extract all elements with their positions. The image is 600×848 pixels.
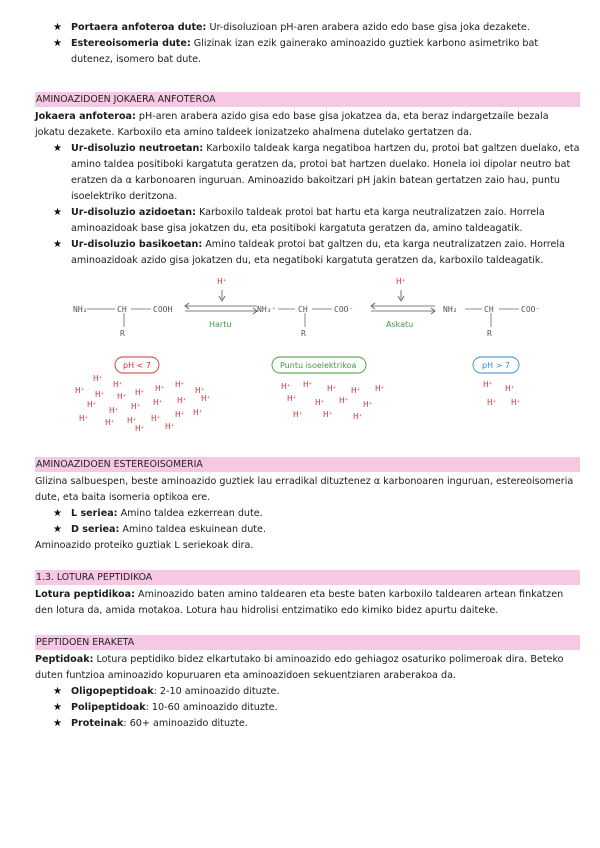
h-ion: H⁺: [505, 384, 515, 393]
h-ion-cloud: [75, 374, 521, 433]
star-bullet-icon: ★: [53, 143, 62, 154]
stereo-bullet-list: [35, 506, 580, 538]
left-end-text: COOH: [153, 305, 173, 314]
star-bullet-icon: ★: [53, 686, 62, 697]
h-ion: H⁺: [353, 412, 363, 421]
right-ch-text: CH: [484, 305, 494, 314]
h-ion: H⁺: [375, 384, 385, 393]
amphoteric-bullet-list: [35, 141, 580, 269]
h-ion: H⁺: [363, 400, 373, 409]
h-ion: H⁺: [113, 380, 123, 389]
section-heading-peptide-formation: PEPTIDOEN ERAKETA: [35, 635, 580, 650]
h-ion: H⁺: [323, 410, 333, 419]
list-item: ★ Proteinak: 60+ aminoazido dituzte.: [53, 716, 580, 732]
mid-ch-text: CH: [298, 305, 308, 314]
ionization-diagram: [35, 275, 580, 447]
left-nh-text: NH₂: [73, 305, 88, 314]
star-bullet-icon: ★: [53, 718, 62, 729]
h-ion: H⁺: [105, 418, 115, 427]
h-ion: H⁺: [131, 402, 141, 411]
h-ion: H⁺: [165, 422, 175, 431]
intro-bullet-list: [35, 20, 580, 68]
list-item: ★ Ur-disoluzio neutroetan: Karboxilo taldeak karga negatiboa hartzen du, protoi bat galtzen duelako, eta amino taldea positiboki kargatuta geratzen da, protoi bat hartzen duelako. Honela ioi dipolar neutro bat eratzen da α karbonoaren inguruan. Aminoazido bakoitzari pH jakin batean gertatzen zaio hau, puntu isoelektriko deritzona.: [53, 143, 580, 202]
list-item: ★ L seriea: Amino taldea ezkerrean dute.: [53, 506, 580, 522]
star-bullet-icon: ★: [53, 239, 62, 250]
mid-r-text: R: [301, 329, 306, 338]
h-ion: H⁺: [175, 410, 185, 419]
paragraph: Jokaera anfoteroa: pH-aren arabera azido gisa edo base gisa jokatzea da, eta beraz indargetzaile bezala jokatu dezakete. Karboxilo eta amino taldeek ionizatzeko ahalmena dutelako gertatzen da.: [35, 111, 549, 138]
mid-nh-text: NH₃⁺: [257, 305, 277, 314]
h-ion: H⁺: [511, 398, 521, 407]
h-ion: H⁺: [287, 394, 297, 403]
list-item: ★ Ur-disoluzio basikoetan: Amino taldeak protoi bat galtzen du, eta karga neutralizatzen zaio. Horrela aminoazidoak azido gisa jokatzen du, eta negatiboki kargatuta geratzen da, karboxilo taldeagatik.: [53, 239, 565, 266]
h-ion: H⁺: [303, 380, 313, 389]
document-page: [35, 20, 580, 732]
star-bullet-icon: ★: [53, 207, 62, 218]
h-ion: H⁺: [293, 410, 303, 419]
isoelectric-label: Puntu isoelektrikoa: [280, 361, 357, 370]
list-item: ★ Ur-disoluzio azidoetan: Karboxilo taldeak protoi bat hartu eta karga neutralizatzen zaio. Horrela aminoazidoak base gisa jokatzen du, eta positiboki kargatuta geratzen da, amino taldeagatik.: [53, 207, 545, 234]
section-heading-stereoisomerism: AMINOAZIDOEN ESTEREOISOMERIA: [35, 457, 580, 472]
h-ion: H⁺: [79, 414, 89, 423]
h-ion: H⁺: [109, 406, 119, 415]
left-ch-text: CH: [117, 305, 127, 314]
equilibrium-arrows: [185, 290, 435, 314]
mid-end-text: COO⁻: [334, 305, 354, 314]
star-bullet-icon: ★: [53, 508, 62, 519]
h-ion: H⁺: [483, 380, 493, 389]
h-ion: H⁺: [75, 386, 85, 395]
h-ion: H⁺: [487, 398, 497, 407]
h-ion-hartu: H⁺: [217, 277, 227, 286]
right-end-text: COO⁻: [521, 305, 541, 314]
ph-low-label: pH < 7: [123, 361, 151, 370]
h-ion: H⁺: [193, 408, 203, 417]
h-ion: H⁺: [135, 424, 145, 433]
paragraph: Lotura peptidikoa: Aminoazido baten amino taldearen eta beste baten karboxilo taldearen artean finkatzen den lotura da, amida motakoa. Lotura hau hidrolisi entzimatiko edo kimiko bidez apurtu daiteke.: [35, 589, 564, 616]
ionization-diagram-svg: [35, 275, 580, 447]
right-nh-text: NH₂: [443, 305, 458, 314]
left-r-text: R: [120, 329, 125, 338]
star-bullet-icon: ★: [53, 524, 62, 535]
h-ion: H⁺: [201, 394, 211, 403]
h-ion: H⁺: [93, 374, 103, 383]
section-heading-peptide-bond: 1.3. LOTURA PEPTIDIKOA: [35, 570, 580, 585]
star-bullet-icon: ★: [53, 22, 62, 33]
h-ion: H⁺: [155, 384, 165, 393]
h-ion: H⁺: [127, 416, 137, 425]
h-ion: H⁺: [327, 384, 337, 393]
h-ion: H⁺: [95, 390, 105, 399]
peptide-bullet-list: [35, 684, 580, 732]
h-ion-askatu: H⁺: [396, 277, 406, 286]
list-item: ★ Polipeptidoak: 10-60 aminoazido dituzte.: [53, 700, 580, 716]
h-ion: H⁺: [151, 414, 161, 423]
h-ion: H⁺: [177, 396, 187, 405]
star-bullet-icon: ★: [53, 702, 62, 713]
h-ion: H⁺: [175, 380, 185, 389]
h-ion: H⁺: [153, 398, 163, 407]
list-item: ★ D seriea: Amino taldea eskuinean dute.: [53, 522, 580, 538]
askatu-label: Askatu: [386, 320, 414, 329]
h-ion: H⁺: [339, 396, 349, 405]
section-heading-amphoteric: AMINOAZIDOEN JOKAERA ANFOTEROA: [35, 92, 580, 107]
h-ion: H⁺: [281, 382, 291, 391]
ph-high-label: pH > 7: [482, 361, 510, 370]
h-ion: H⁺: [135, 388, 145, 397]
h-ion: H⁺: [315, 398, 325, 407]
paragraph: Peptidoak: Lotura peptidiko bidez elkartutako bi aminoazido edo gehiagoz osaturiko polimeroak dira. Beteko duten funtzioa aminoazido kopuruaren eta aminoazidoen sekuentziaren araberakoa da.: [35, 654, 564, 681]
list-item: ★ Portaera anfoteroa dute: Ur-disoluzioan pH-aren arabera azido edo base gisa joka dezakete.: [53, 20, 580, 36]
hartu-label: Hartu: [209, 320, 232, 329]
star-bullet-icon: ★: [53, 38, 62, 49]
list-item: ★ Estereoisomeria dute: Glizinak izan ezik gainerako aminoazido guztiek karbono asimetriko bat dutenez, isomero bat dute.: [53, 38, 539, 65]
paragraph: Aminoazido proteiko guztiak L seriekoak dira.: [35, 540, 254, 551]
right-r-text: R: [487, 329, 492, 338]
h-ion: H⁺: [351, 386, 361, 395]
h-ion: H⁺: [87, 400, 97, 409]
h-ion: H⁺: [195, 386, 205, 395]
h-ion: H⁺: [117, 392, 127, 401]
paragraph: Glizina salbuespen, beste aminoazido guztiek lau erradikal dituztenez α karbonoaren inguruan, estereoisomeria dute, eta baita isomeria optikoa ere.: [35, 476, 574, 503]
list-item: ★ Oligopeptidoak: 2-10 aminoazido dituzte.: [53, 684, 580, 700]
